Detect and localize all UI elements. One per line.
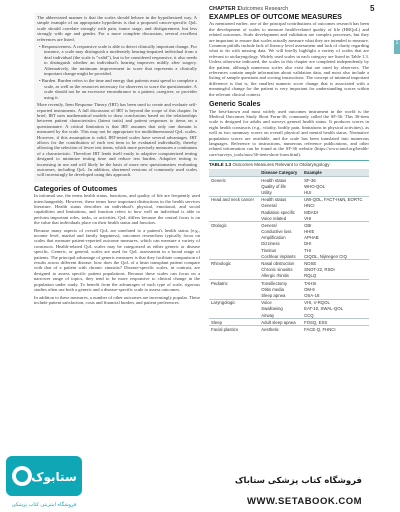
table-cell-group: [209, 189, 259, 196]
table-cell-category: Dizziness: [261, 241, 280, 247]
table-row: [209, 189, 369, 196]
shaded-box: [34, 13, 200, 182]
table-cell-category: Chronic sinusitis: [261, 267, 293, 273]
table-row: [209, 176, 369, 183]
paragraph: The best-known and most widely used outcomes instrument in the world is the Medical Outcomes Study Short Form-36, commonly called the SF-36. This 36-item scale is designed for adults and surveys general health status. It produces scores in eight health constructs (e.g., vitality, bodily pain, limitations in physical activities), as well as two summary scores on overall physical and mental health status. Normative population scores are available, and the scale has been translated into numerous languages. Reference to instructions, numerous reference publications, and other related information can be found at the SF-36 website (https://www.rand.org/health-care/surveys_tools/mos/36-item-short-form.html).: [209, 108, 369, 157]
table-header: [209, 169, 259, 177]
table-cell-group: Laryngologic: [209, 299, 259, 306]
table-cell-category: Quality of life: [261, 183, 287, 189]
paragraph: As mentioned earlier, one of the principal contributions of outcomes research has been the development of scales to measure health-related quality of life (HRQoL) and related outcomes. Scale development and validation are complex processes, but they are important to ensure that scales actually measure what they are intended to measure. Common pitfalls include lack of literacy level assessment and lack of clarity regarding what to do with missing data. We will briefly highlight a variety of scales that are relevant to otolaryngology. Widely used scales in each category are listed in Table 1.3. Unless otherwise indicated, the scales in this chapter are completed independently by the patient, although numerous scales also exist that are rated by observers. The references contain ample information about validation data, and most also include a listing of sample questions and scoring instructions. The concept of minimal important difference is that is, the smallest numeric score change that is associated with a meaningful change for the patient is very important for understanding scores within the relevant clinical context.: [209, 21, 369, 97]
table-cell-example: HNCI: [304, 203, 315, 209]
section-heading-examples: EXAMPLES OF OUTCOME MEASURES: [209, 12, 342, 21]
page-number: 5: [370, 4, 375, 13]
table-cell-example: DHI: [304, 241, 312, 247]
table-cell-example: CCQ: [304, 312, 314, 318]
table-cell-group: Sleep: [209, 319, 259, 326]
table-row: [209, 319, 369, 326]
table-cell-example: MDADI: [304, 209, 318, 215]
outcome-measures-table: [209, 169, 369, 333]
paragraph: In addition to these measures, a number of other outcomes are increasingly popular. These include patient satisfaction, costs and financial burden, and patient preferences.: [34, 294, 200, 305]
table-header: Example: [302, 169, 369, 177]
table-cell-category: Tonsillectomy: [259, 279, 302, 286]
table-cell-category: Cochlear implants: [261, 253, 296, 259]
table-row: [209, 215, 369, 222]
table-cell-example: VHI, V-RQOL: [302, 299, 369, 306]
chapter-title: Outcomes Research: [238, 6, 289, 12]
table-row: [209, 292, 369, 299]
chapter-tab-marker: 1: [394, 40, 400, 54]
table-cell-example: HUI: [304, 189, 312, 195]
table-row: [209, 299, 369, 306]
table-cell-example: TAHSI: [302, 279, 369, 286]
chapter-label: CHAPTER 1: [209, 6, 241, 12]
setabook-logo: [0, 448, 88, 512]
table-cell-example: WHO-QOL: [304, 183, 326, 189]
table-cell-group: Rhinologic: [209, 260, 259, 267]
table-cell-group: Generic: [209, 176, 259, 183]
table-cell-group: Pediatric: [209, 279, 259, 286]
table-cell-example: THI: [304, 247, 311, 253]
table-cell-group: Facial plastics: [209, 326, 259, 333]
table-cell-example: RQLQ: [304, 273, 317, 279]
table-cell-example: SF-36: [302, 176, 369, 183]
table-cell-category: General: [261, 203, 277, 209]
table-cell-example: VHI: [304, 215, 312, 221]
table-cell-category: Allergic rhinitis: [261, 273, 289, 279]
table-row: [209, 222, 369, 229]
footer-banner: [186, 472, 400, 512]
section-heading-generic: Generic Scales: [209, 99, 261, 109]
table-cell-example: CIQOL, Nijmegen CIQ: [304, 253, 347, 259]
table-cell-category: Conductive loss: [261, 229, 292, 235]
bullet-responsiveness: • Responsiveness. A responsive scale is able to detect clinically important change. For instance, a scale may distinguish a moderately hearing-impaired individual from a deaf individual (the scale is "valid"), but to be considered responsive, it also needs to distinguish whether an individual's hearing improves mildly after surgery. Alternatively, the minimum improvement in score that represents a clinically important change might be provided.: [39, 44, 198, 77]
table-cell-category: General: [259, 222, 302, 229]
table-cell-example: NOSE: [302, 260, 369, 267]
table-cell-category: Nasal obstruction: [259, 260, 302, 267]
table-cell-example: FOSQ, ESS: [302, 319, 369, 326]
table-row: [209, 260, 369, 267]
table-cell-example: EAT-10, SWAL-QOL: [304, 306, 343, 312]
table-cell-category: Health status: [259, 196, 302, 203]
table-row: [209, 312, 369, 319]
paragraph: The abbreviated manner is that the scales should behave in the hypothesized way. A simple example of an appropriate hypothesis is that a proposed cancer-specific QoL scale should correlate strongly with pain, tumor stage, and disfigurement, but less strongly with age and gender. For a more complete discussion, several excellent references are listed.: [37, 15, 197, 42]
table-cell-example: SNOT-22, RSDI: [304, 267, 335, 273]
logo-text: ستابوک: [31, 470, 77, 484]
right-column: [209, 13, 369, 332]
table-cell-category: Adult sleep apnea: [259, 319, 302, 326]
table-row: [209, 326, 369, 333]
table-cell-category: Utility: [261, 189, 272, 195]
table-cell-example: FACE-Q, FHNCI: [302, 326, 369, 333]
table-cell-example: APHAB: [304, 235, 319, 241]
logo-subtitle: فروشگاه اینترنتی کتاب پزشکی: [11, 502, 77, 508]
table-cell-example: UW-QOL, FACT-H&N, EORTC: [302, 196, 369, 203]
table-number: TABLE 1.3: [209, 162, 232, 168]
table-cell-category: Swallowing: [261, 306, 283, 312]
paragraph: Because many aspects of overall QoL are unrelated to a patient's health status (e.g., income level, marital and family happiness), outcomes researchers typically focus on scales that measure patient-reported outcome measures, which can measure a variety of constructs. Health-related QoL scales may be categorized as either generic or disease specific. Generic, or general, scales are used for QoL assessment in a broad range of patients. The principal advantage of generic measures is that they facilitate comparison of results across different disease: how does the QoL of a heart transplant patient compare with that of a patient with chronic sinusitis? Disease-specific scales, in contrast, are designed to assess specific patient populations. Because these scales can focus on a narrower range of topics, they tend to be more responsive to clinical change in the population under study. To benefit from the advantages of each type of scale, rigorous studies often use both a generic and a disease-specific scale to assess outcomes.: [34, 227, 200, 293]
table-cell-group: [209, 215, 259, 222]
table-cell-category: Voice related: [261, 215, 287, 221]
footer-store-name: فروشگاه کتاب پزشکی ستاباک: [234, 476, 362, 486]
table-cell-group: [209, 253, 259, 260]
table-row: [209, 279, 369, 286]
table-cell-example: OM-6: [304, 286, 315, 292]
table-row: [209, 273, 369, 280]
paragraph: In informal use, the terms health status, functions, and quality of life are frequently used interchangeably. However, these terms have important distinctions in the health services literature. Health status describes an individual's physical, emotional, and social capabilities and limitations, and function refers to how well an individual is able to perform important roles, tasks, or activities. QoL differs because the central focus is on the value that individuals place on their health status and function.: [34, 193, 200, 226]
table-cell-category: Tinnitus: [261, 247, 277, 253]
table-header: Disease Category: [259, 169, 302, 177]
bullet-burden: • Burden. Burden refers to the time and energy that patients must spend to complete a scale, as well as the resources necessary for observers to score the questionnaire. A scale should not be an excessive encumbrance to a patient, caregiver, or provider using it.: [39, 78, 197, 100]
table-cell-group: [209, 273, 259, 280]
table-cell-group: [209, 292, 259, 299]
table-row: [209, 196, 369, 203]
table-row: [209, 253, 369, 260]
table-caption: [209, 160, 369, 167]
table-cell-group: [209, 312, 259, 319]
table-cell-category: Radiation specific: [261, 209, 295, 215]
table-cell-group: Head and neck cancer: [209, 196, 259, 203]
table-cell-category: Aesthetic: [259, 326, 302, 333]
footer-url: WWW.SETABOOK.COM: [247, 496, 362, 507]
table-cell-category: Health status: [259, 176, 302, 183]
table-cell-category: Amplification: [261, 235, 286, 241]
table-cell-example: HHIE: [304, 229, 315, 235]
table-cell-group: Otologic: [209, 222, 259, 229]
left-column: [34, 13, 200, 307]
table-title: Outcomes Measures Relevant to Otolaryngology: [232, 162, 330, 168]
section-heading-categories: Categories of Outcomes: [34, 183, 118, 193]
table-cell-category: Otitis media: [261, 286, 284, 292]
table-cell-example: OSA-18: [304, 292, 320, 298]
table-cell-example: GBI: [302, 222, 369, 229]
paragraph: More recently, Item Response Theory (IRT) has been used to create and evaluate self-reported instruments. A full discussion of IRT is beyond the scope of this chapter. In brief, IRT uses mathematical models to draw conclusions based on the relationships between patient characteristics (latent traits) and patient responses to items on a questionnaire. A critical limitation is that IRT assumes that only one domain is measured by the scale. This may not be appropriate for multidimensional QoL scales. However, if this assumption is valid, IRT-tested scales have several advantages. IRT allows for the contribution of each test item to be evaluated individually, thereby allowing the selection of fewer test items, which more precisely measures a continuum of a characteristic. Therefore IRT lends itself easily to adaptive computerized testing designed to minimize testing time and reduce test burden. Adaptive testing is increasing in use and will likely be the basis of more new questionnaires evaluating outcomes, including QoL. In addition, shortened versions of commonly used scales will increasingly be developed using this approach.: [37, 102, 197, 178]
table-cell-category: Sleep apnea: [261, 292, 286, 298]
table-cell-category: Voice: [259, 299, 302, 306]
table-cell-category: Airway: [261, 312, 275, 318]
